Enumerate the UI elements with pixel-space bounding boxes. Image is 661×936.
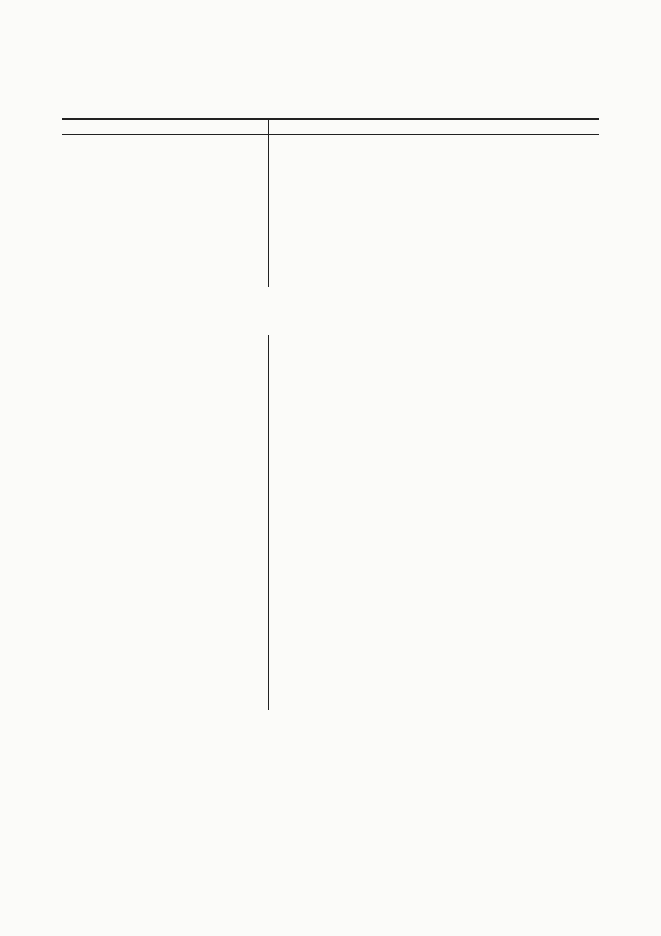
table-top-rule	[62, 118, 599, 120]
column-divider-bottom	[268, 335, 269, 710]
table-header-rule	[62, 134, 599, 135]
column-divider-top	[268, 119, 269, 287]
